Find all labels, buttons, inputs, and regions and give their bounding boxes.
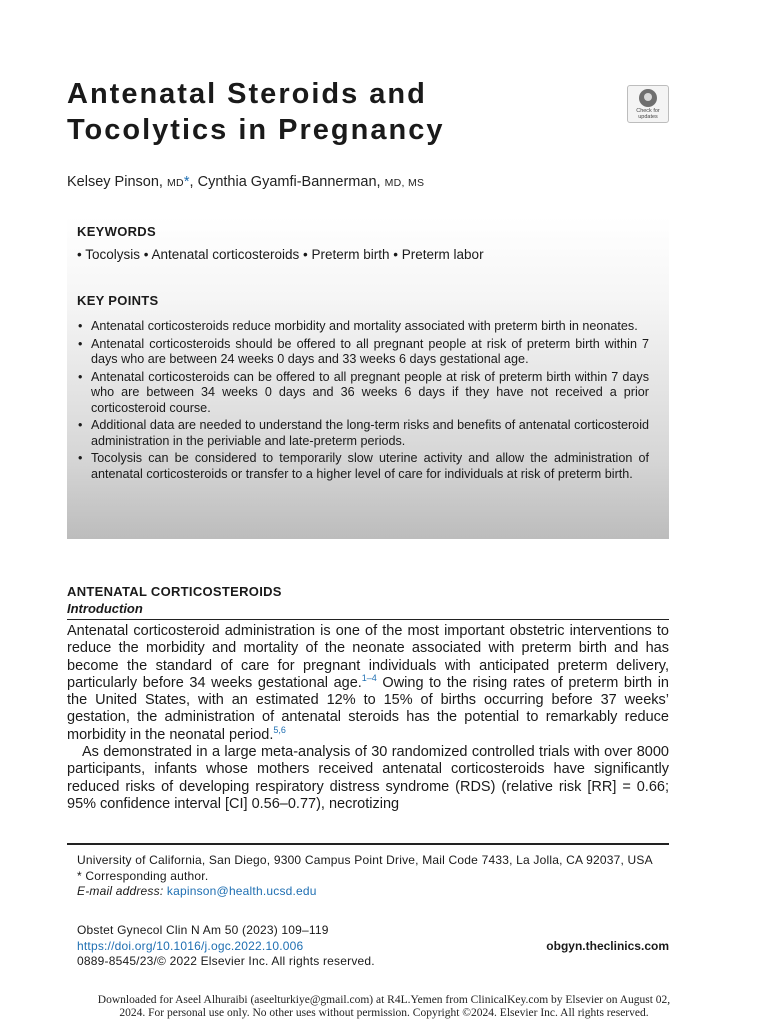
subsection-heading: Introduction: [67, 601, 143, 616]
key-point-item: • Additional data are needed to understand the long-term risks and benefits of antenatal corticosteroid administration in the periviable and late-preterm periods.: [77, 418, 649, 449]
footer-line: Downloaded for Aseel Alhuraibi (aseelturkiye@gmail.com) at R4L.Yemen from ClinicalKey.com by Elsevier on August 02,: [97, 994, 671, 1006]
keywords-heading: KEYWORDS: [77, 224, 156, 239]
author-name: Cynthia Gyamfi-Bannerman,: [197, 174, 385, 190]
affiliation-address: University of California, San Diego, 9300 Campus Point Drive, Mail Code 7433, La Jolla, CA 92037, USA: [77, 853, 653, 867]
copyright-line: 0889-8545/23/© 2022 Elsevier Inc. All rights reserved.: [77, 954, 375, 968]
key-point-item: • Antenatal corticosteroids reduce morbidity and mortality associated with preterm birth in neonates.: [77, 319, 649, 335]
author-degree: MD: [166, 177, 184, 189]
email-link[interactable]: kapinson@health.ucsd.edu: [166, 884, 317, 898]
title-line-2: Tocolytics in Pregnancy: [67, 114, 445, 146]
author-list: [67, 174, 424, 190]
check-for-updates-icon: [639, 89, 657, 107]
citation-link[interactable]: 5,6: [273, 724, 286, 735]
corresponding-author-note: * Corresponding author.: [77, 868, 209, 883]
check-for-updates-label: Check for updates: [636, 108, 660, 120]
footer-line: 2024. For personal use only. No other uses without permission. Copyright ©2024. Elsevier Inc. All rights reserved.: [119, 1007, 649, 1019]
keywords-keypoints-box: [67, 217, 669, 539]
author-separator: ,: [189, 174, 198, 190]
doi-link[interactable]: https://doi.org/10.1016/j.ogc.2022.10.006: [77, 938, 304, 953]
author-degree: MD, MS: [384, 177, 425, 189]
keywords-list: • Tocolysis • Antenatal corticosteroids • Preterm birth • Preterm labor: [77, 247, 484, 262]
key-point-item: • Tocolysis can be considered to temporarily slow uterine activity and allow the administration of antenatal corticosteroids or transfer to a higher level of care for individuals at risk of preterm birth.: [77, 451, 649, 482]
email-label: E-mail address:: [77, 884, 164, 898]
paragraph-text: Owing to the rising rates of preterm birth in the United States, with an estimated 12% to 15% of births occurring before 37 weeks’ gestation, the administration of antenatal steroids has the potential to remarkably reduce morbidity in the neonatal period.: [67, 674, 669, 743]
download-footer: [40, 994, 728, 1020]
title-line-1: Antenatal Steroids and: [67, 78, 427, 110]
journal-citation: Obstet Gynecol Clin N Am 50 (2023) 109–119: [77, 923, 329, 937]
section-divider: [67, 619, 669, 620]
key-points-list: [77, 319, 649, 484]
journal-website: obgyn.theclinics.com: [546, 939, 669, 953]
paragraph: As demonstrated in a large meta-analysis of 30 randomized controlled trials with over 8000 participants, infants whose mothers received antenatal corticosteroids have significantly reduced risks of developing respiratory distress syndrome (RDS) (relative risk [RR] = 0.66; 95% confidence interval [CI] 0.56–0.77), necrotizing: [67, 744, 669, 812]
citation-link[interactable]: 1–4: [361, 673, 377, 684]
section-heading: ANTENATAL CORTICOSTEROIDS: [67, 584, 282, 599]
paragraph: [67, 623, 669, 744]
footnote-divider: [67, 843, 669, 845]
paragraph-text: Antenatal corticosteroid administration is one of the most important obstetric interventions to reduce the morbidity and mortality of the neonate associated with preterm birth and has become the standard of care for pregnant individuals with anticipated preterm delivery, particularly before 34 weeks gestational age.: [67, 623, 669, 691]
key-point-item: • Antenatal corticosteroids should be offered to all pregnant people at risk of preterm birth within 7 days who are between 24 weeks 0 days and 33 weeks 6 days gestational age.: [77, 337, 649, 368]
author-name: Kelsey Pinson,: [67, 174, 167, 190]
key-points-heading: KEY POINTS: [77, 293, 159, 308]
key-point-item: • Antenatal corticosteroids can be offered to all pregnant people at risk of preterm birth within 7 days who are between 34 weeks 0 days and 36 weeks 6 days if they have not received a prior corticosteroid course.: [77, 370, 649, 417]
email-line: [77, 884, 667, 900]
check-for-updates-badge[interactable]: [627, 85, 669, 123]
affiliation-block: [77, 853, 667, 900]
corresponding-author-link[interactable]: *: [183, 174, 190, 190]
article-title: [67, 76, 587, 148]
body-text: [67, 623, 669, 813]
